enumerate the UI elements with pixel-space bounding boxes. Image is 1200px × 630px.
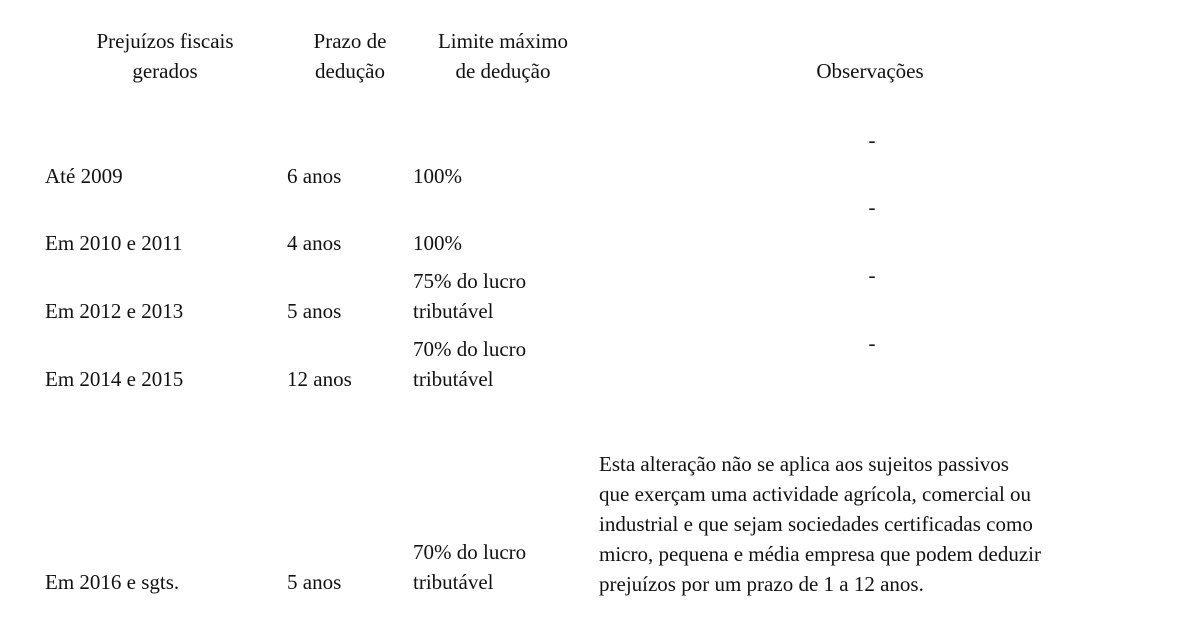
row-5-note-line1: Esta alteração não se aplica aos sujeitos passivos	[599, 452, 1009, 476]
row-2-term: 4 anos	[287, 231, 342, 255]
header-losses-line1: Prejuízos fiscais	[96, 29, 234, 53]
header-limit	[408, 26, 598, 86]
row-5-limit-line1: 70% do lucro	[413, 540, 527, 564]
row-2-period: Em 2010 e 2011	[45, 231, 183, 255]
row-4-limit-line1: 70% do lucro	[413, 337, 527, 361]
header-losses-line2: gerados	[132, 59, 198, 83]
row-5-note-line4: micro, pequena e média empresa que podem deduzir	[599, 542, 1041, 566]
row-1-term: 6 anos	[287, 164, 342, 188]
row-4-period: Em 2014 e 2015	[45, 367, 184, 391]
row-3-limit-line2: tributável	[413, 299, 494, 323]
row-2-limit: 100%	[413, 231, 462, 255]
row-4-limit-line2: tributável	[413, 367, 494, 391]
row-4-note: -	[868, 331, 876, 355]
row-3-limit-line1: 75% do lucro	[413, 269, 527, 293]
header-term-line1: Prazo de	[313, 29, 387, 53]
row-1-limit: 100%	[413, 164, 462, 188]
row-3-term: 5 anos	[287, 299, 342, 323]
header-term	[295, 26, 405, 86]
header-notes: Observações	[816, 59, 924, 83]
row-5-note	[599, 449, 1041, 599]
header-limit-line1: Limite máximo	[437, 29, 569, 53]
row-5-note-line5: prejuízos por um prazo de 1 a 12 anos.	[599, 572, 924, 596]
row-3-note: -	[868, 263, 876, 287]
row-4-term: 12 anos	[287, 367, 352, 391]
header-term-line2: dedução	[315, 59, 385, 83]
row-5-term: 5 anos	[287, 570, 342, 594]
header-limit-line2: de dedução	[455, 59, 551, 83]
row-1-note: -	[868, 128, 876, 152]
row-3-period: Em 2012 e 2013	[45, 299, 184, 323]
row-5-note-line3: industrial e que sejam sociedades certificadas como	[599, 512, 1033, 536]
row-5-note-line2: que exerçam uma actividade agrícola, comercial ou	[599, 482, 1032, 506]
row-1-period: Até 2009	[45, 164, 123, 188]
row-4-limit	[413, 334, 526, 394]
row-2-note: -	[868, 195, 876, 219]
row-5-limit	[413, 537, 526, 597]
row-3-limit	[413, 266, 526, 326]
header-losses	[60, 26, 270, 86]
row-5-period: Em 2016 e sgts.	[45, 570, 180, 594]
row-5-limit-line2: tributável	[413, 570, 494, 594]
